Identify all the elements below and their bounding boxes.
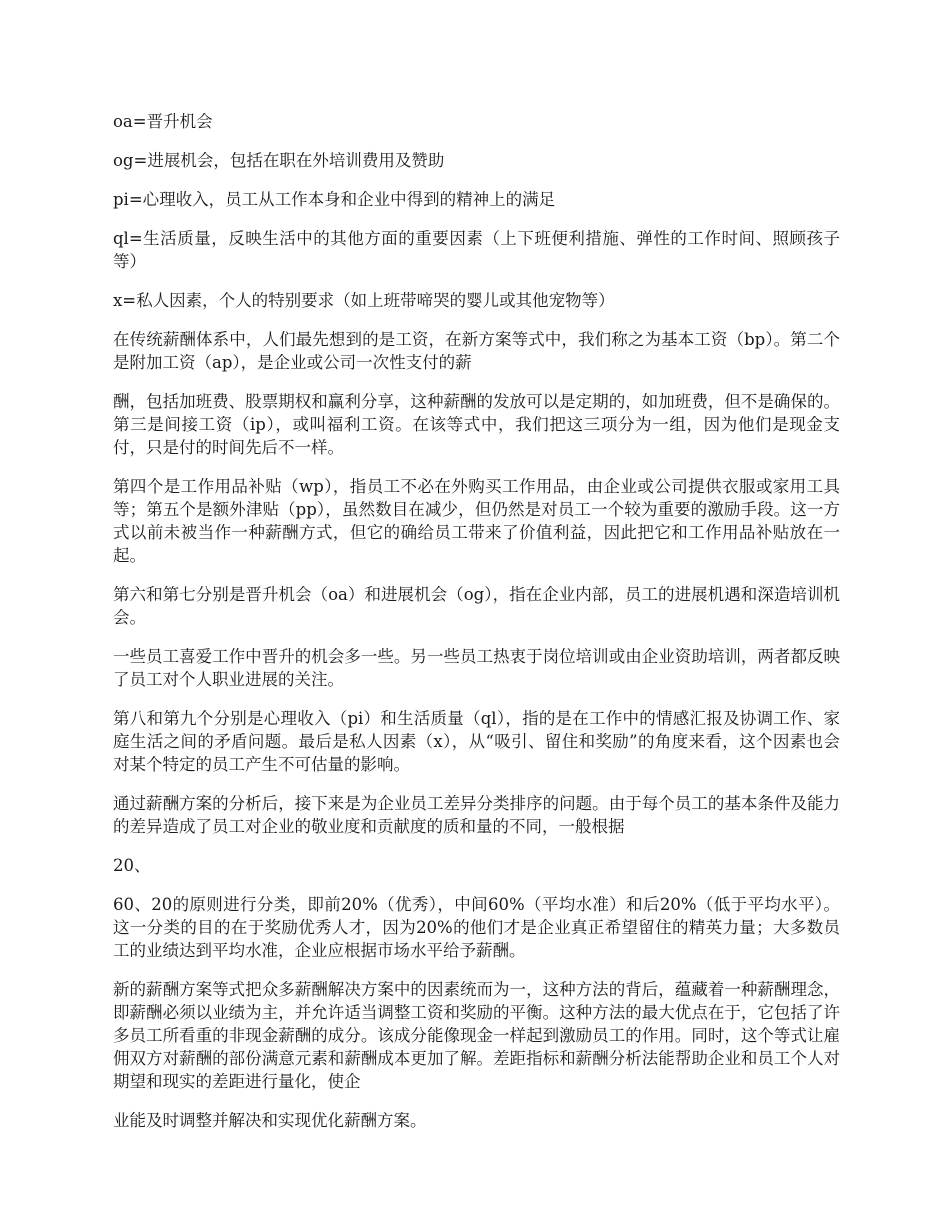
paragraph-og-definition: og=进展机会，包括在职在外培训费用及赞助 — [113, 151, 445, 170]
paragraph-oa-og: 第六和第七分别是晋升机会（oa）和进展机会（og），指在企业内部，员工的进展机遇和深造培训机会。 — [113, 585, 840, 627]
paragraph-pi-ql-x: 第八和第九个分别是心理收入（pi）和生活质量（ql），指的是在工作中的情感汇报及协调工作、家庭生活之间的矛盾问题。最后是私人因素（x），从“吸引、留住和奖励”的角度来看，这个因素也会对某个特定的员工产生不可估量的影响。 — [113, 709, 840, 774]
paragraph-employee-preferences: 一些员工喜爱工作中晋升的机会多一些。另一些员工热衷于岗位培训或由企业资助培训，两者都反映了员工对个人职业进展的关注。 — [113, 647, 840, 689]
document-page — [113, 110, 840, 1148]
paragraph-fragment-20: 20、 — [113, 856, 151, 875]
paragraph-oa-definition: oa=晋升机会 — [113, 112, 213, 131]
paragraph-20-60-20-rule: 60、20的原则进行分类，即前20%（优秀），中间60%（平均水准）和后20%（低于平均水平）。这一分类的目的在于奖励优秀人才，因为20%的他们才是企业真正希望留住的精英力量；大多数员工的业绩达到平均水准，企业应根据市场水平给予薪酬。 — [113, 895, 840, 960]
paragraph-ql-definition: ql=生活质量，反映生活中的其他方面的重要因素（上下班便利措施、弹性的工作时间、照顾孩子等） — [113, 229, 840, 271]
paragraph-conclusion: 业能及时调整并解决和实现优化薪酬方案。 — [113, 1111, 427, 1130]
paragraph-pi-definition: pi=心理收入，员工从工作本身和企业中得到的精神上的满足 — [113, 190, 556, 209]
paragraph-new-pay-equation: 新的薪酬方案等式把众多薪酬解决方案中的因素统而为一，这种方法的背后，蕴藏着一种薪酬理念，即薪酬必须以业绩为主，并允许适当调整工资和奖励的平衡。这种方法的最大优点在于，它包括了许多员工所看重的非现金薪酬的成分。该成分能像现金一样起到激励员工的作用。同时，这个等式让雇佣双方对薪酬的部份满意元素和薪酬成本更加了解。差距指标和薪酬分析法能帮助企业和员工个人对期望和现实的差距进行量化，使企 — [113, 980, 840, 1091]
paragraph-classification: 通过薪酬方案的分析后，接下来是为企业员工差异分类排序的问题。由于每个员工的基本条件及能力的差异造成了员工对企业的敬业度和贡献度的质和量的不同，一般根据 — [113, 794, 840, 836]
paragraph-wp-pp: 第四个是工作用品补贴（wp），指员工不必在外购买工作用品，由企业或公司提供衣服或家用工具等；第五个是额外津贴（pp），虽然数目在减少，但仍然是对员工一个较为重要的激励手段。这一方式以前未被当作一种薪酬方式，但它的确给员工带来了价值利益，因此把它和工作用品补贴放在一起。 — [113, 477, 840, 565]
paragraph-traditional-pay: 在传统薪酬体系中，人们最先想到的是工资，在新方案等式中，我们称之为基本工资（bp）。第二个是附加工资（ap），是企业或公司一次性支付的薪 — [113, 330, 840, 372]
paragraph-pay-continued: 酬，包括加班费、股票期权和赢利分享，这种薪酬的发放可以是定期的，如加班费，但不是确保的。第三是间接工资（ip），或叫福利工资。在该等式中，我们把这三项分为一组，因为他们是现金支付，只是付的时间先后不一样。 — [113, 392, 840, 457]
paragraph-x-definition: x=私人因素，个人的特别要求（如上班带啼哭的婴儿或其他宠物等） — [113, 291, 615, 310]
